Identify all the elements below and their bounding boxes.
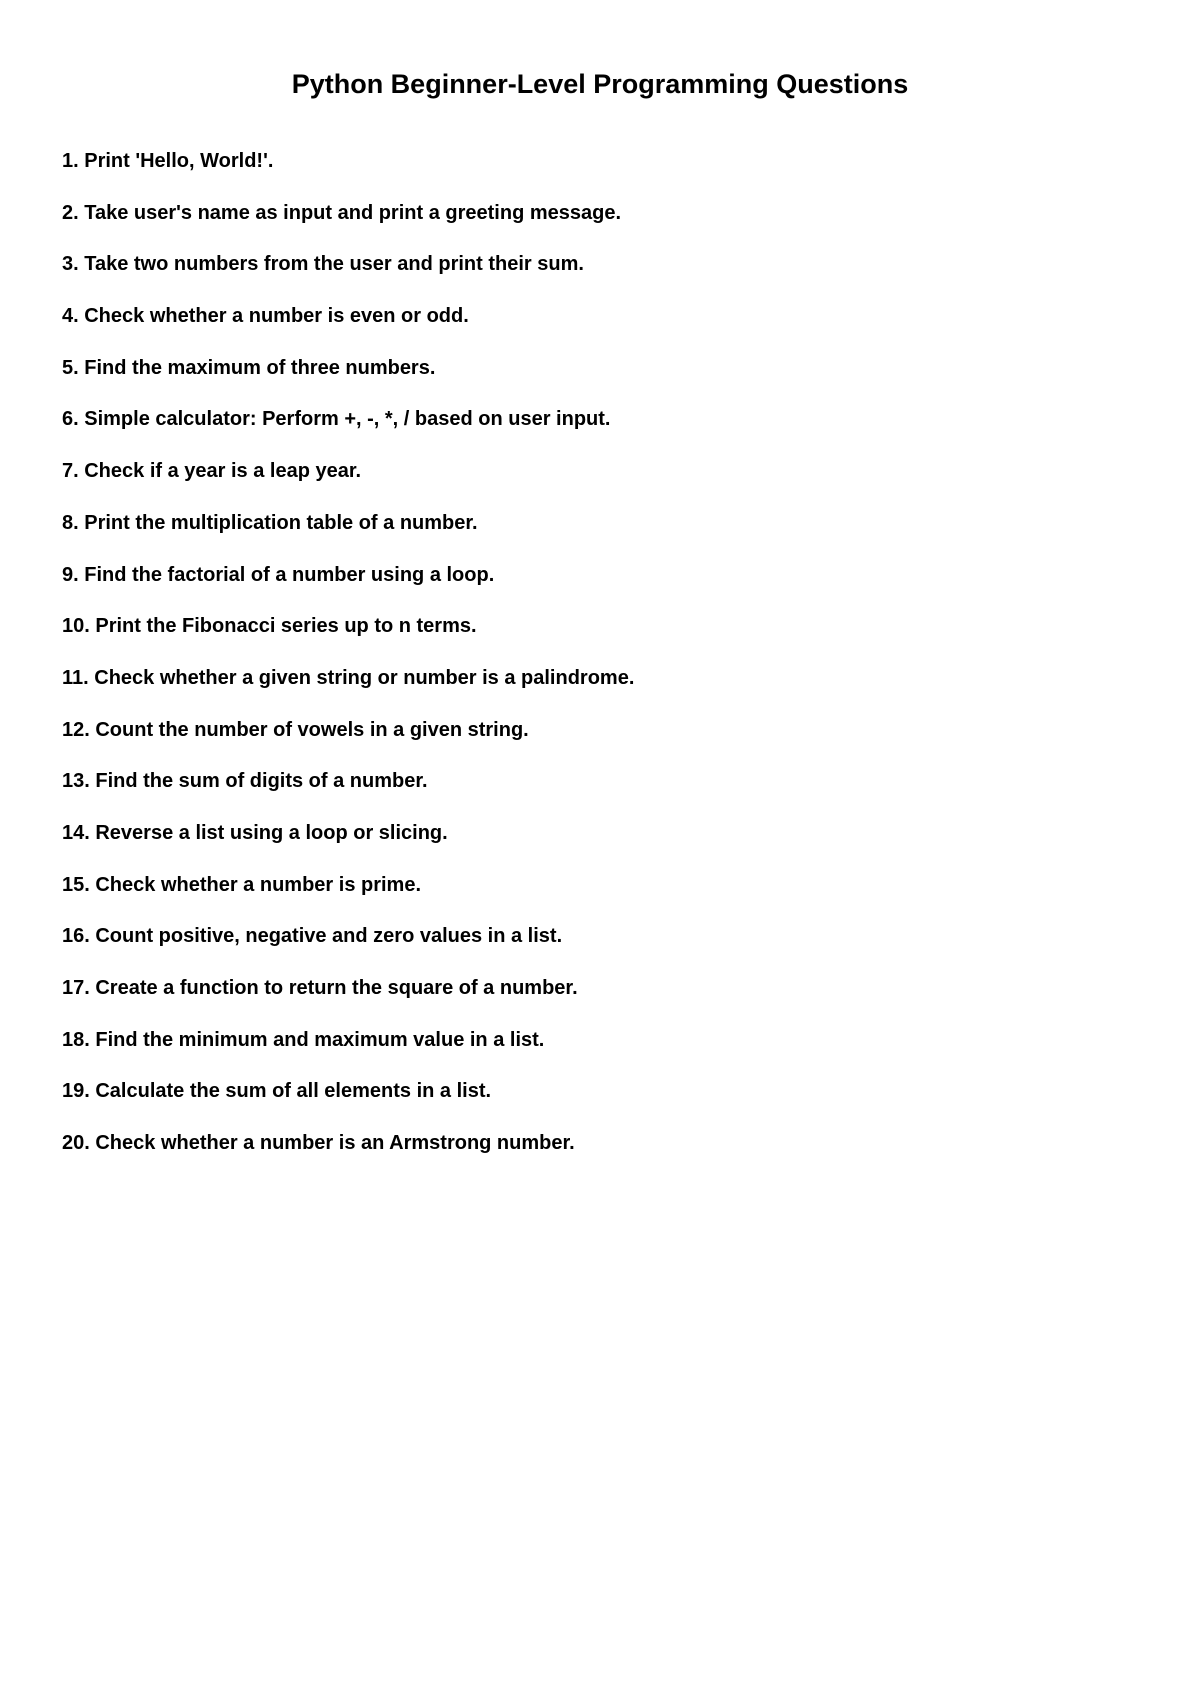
question-item: 6. Simple calculator: Perform +, -, *, / based on user input. [62, 408, 611, 431]
question-item: 20. Check whether a number is an Armstrong number. [62, 1132, 575, 1155]
question-item: 1. Print 'Hello, World!'. [62, 150, 274, 172]
question-item: 17. Create a function to return the square of a number. [62, 977, 578, 999]
question-item: 16. Count positive, negative and zero values in a list. [62, 925, 563, 948]
question-item: 2. Take user's name as input and print a greeting message. [62, 201, 622, 224]
question-list [62, 148, 1142, 1182]
question-item: 18. Find the minimum and maximum value in a list. [62, 1028, 545, 1051]
question-item: 9. Find the factorial of a number using a loop. [62, 563, 495, 586]
question-item: 14. Reverse a list using a loop or slicing. [62, 821, 448, 844]
page-title: Python Beginner-Level Programming Questions [291, 69, 909, 99]
question-item: 4. Check whether a number is even or odd. [62, 305, 469, 328]
question-item: 7. Check if a year is a leap year. [62, 460, 362, 483]
question-item: 12. Count the number of vowels in a given string. [62, 718, 529, 741]
question-item: 11. Check whether a given string or number is a palindrome. [62, 666, 635, 689]
question-item: 15. Check whether a number is prime. [62, 873, 422, 896]
question-item: 3. Take two numbers from the user and print their sum. [62, 253, 584, 276]
question-item: 19. Calculate the sum of all elements in a list. [62, 1080, 492, 1103]
question-item: 8. Print the multiplication table of a number. [62, 511, 478, 534]
question-item: 5. Find the maximum of three numbers. [62, 356, 436, 379]
question-item: 10. Print the Fibonacci series up to n terms. [62, 615, 477, 638]
question-item: 13. Find the sum of digits of a number. [62, 770, 428, 793]
